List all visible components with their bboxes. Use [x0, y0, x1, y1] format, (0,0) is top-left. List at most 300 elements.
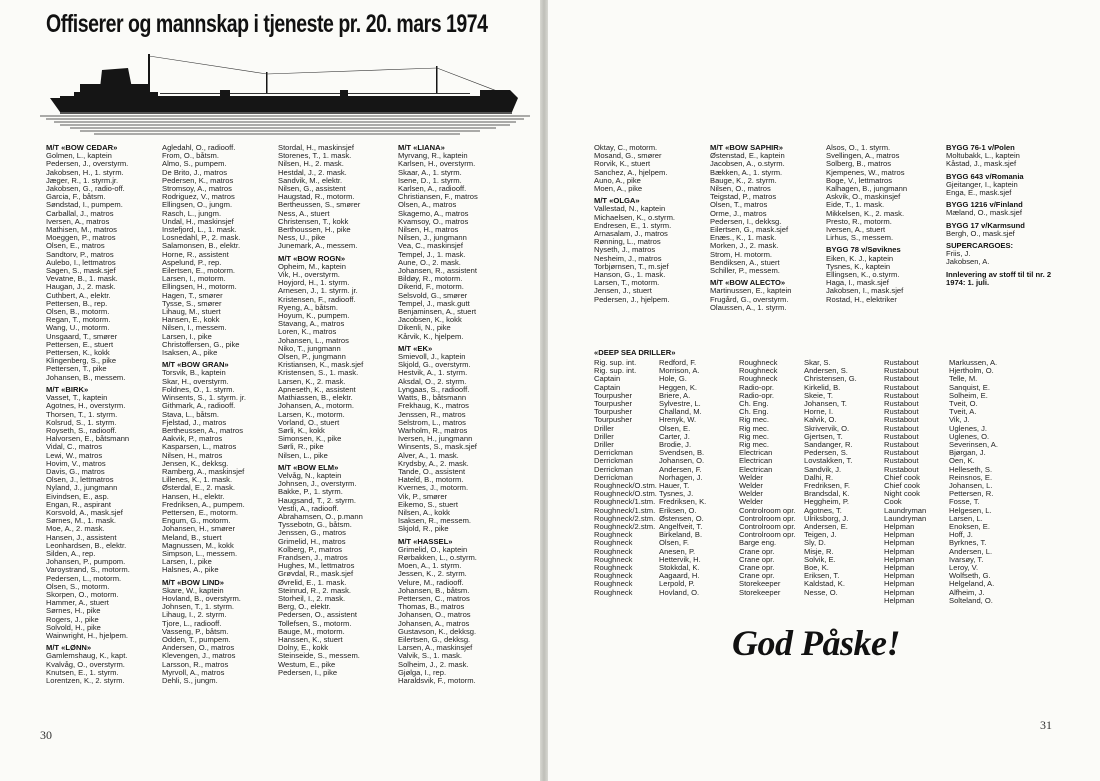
name-cell: Hovland, O.	[659, 587, 700, 597]
crew-entry: Sandtorv, P., matros	[46, 249, 114, 259]
crew-entry: Jakobsen, H., 1. styrm.	[46, 167, 124, 177]
crew-entry: Johansen, A., motorm.	[278, 401, 354, 411]
role-cell: Welder	[739, 481, 763, 491]
ship-heading: SUPERCARGOES:	[946, 241, 1014, 251]
crew-entry: Davis, G., matros	[46, 466, 105, 476]
crew-entry: Askvik, O., maskinsjef	[826, 192, 901, 202]
crew-entry: Berg, O., elektr.	[278, 602, 331, 612]
ship-heading: BYGG 78 v/Søviknes	[826, 245, 901, 255]
role-cell: Roughneck/O.stm.	[594, 489, 657, 499]
crew-entry: Larsen, I., pike	[162, 557, 212, 567]
ship-heading: M/T «OLGA»	[594, 196, 640, 206]
role-cell: Roughneck	[594, 538, 633, 548]
role-cell: Night cook	[884, 489, 920, 499]
name-cell: Andersen, S.	[804, 366, 848, 376]
role-cell: Cook	[884, 497, 902, 507]
crew-entry: Halvorsen, E., båtsmann	[46, 434, 130, 444]
crew-entry: Strom, H. motorm.	[710, 249, 773, 259]
crew-entry: Olaussen, A., 1. styrm.	[710, 302, 787, 312]
ship-heading: M/T «LIANA»	[398, 143, 445, 152]
crew-entry: Johansen, B., båtsm.	[398, 585, 470, 595]
crew-entry: Hansen, E., kokk	[162, 315, 220, 325]
crew-entry: Bauge, K., 2. styrm.	[710, 175, 777, 185]
role-cell: Roughneck	[594, 546, 633, 556]
name-cell: Helgeland, A.	[949, 579, 995, 589]
crew-entry: Myrvoll, A., matros	[162, 667, 225, 677]
crew-entry: Nilsen, G., assistent	[278, 184, 346, 194]
role-cell: Roughneck	[594, 530, 633, 540]
crew-entry: Smievoll, J., kaptein	[398, 352, 466, 362]
name-cell: Fredriksen, F.	[804, 481, 850, 491]
name-cell: Johansen, T.	[804, 399, 847, 409]
crew-entry: Ryeng, A., båtsm.	[278, 302, 338, 312]
crew-entry: Mikkelsen, K., 2. mask.	[826, 208, 905, 218]
crew-entry: Pettersen, T., pike	[46, 364, 107, 374]
role-cell: Welder	[739, 497, 763, 507]
name-cell: Angelfveit, T.	[659, 522, 703, 532]
crew-entry: Oktay, C., motorm.	[594, 143, 658, 152]
crew-entry: Vasseng, P., båtsm.	[162, 626, 229, 636]
crew-entry: Bergh, O., mask.sjef	[946, 228, 1015, 238]
crew-entry: Thorsen, T., 1. styrm.	[46, 409, 118, 419]
crew-entry: Instefjord, L., 1. mask.	[162, 225, 237, 235]
crew-entry: Johansen, O., matros	[398, 610, 471, 620]
name-cell: Teigen, J.	[804, 530, 837, 540]
crew-entry: Haugstad, R., motorm.	[278, 192, 355, 202]
crew-entry: Velvåg, N., kaptein	[278, 470, 342, 480]
crew-entry: Kvernes, J., motorm.	[398, 483, 469, 493]
name-cell	[804, 597, 884, 605]
role-cell: Captain	[594, 382, 621, 392]
crew-entry: Gamlemshaug, K., kapt.	[46, 651, 128, 661]
crew-entry: Ellingsen, K., o.styrm.	[826, 270, 900, 280]
crew-entry: Foldnes, O., 1. styrm.	[162, 384, 235, 394]
crew-entry: Sørli, K., kokk	[278, 425, 325, 435]
crew-entry: Kåstad, J., mask.sjef	[946, 159, 1017, 169]
name-cell: Redford, F.	[659, 358, 697, 367]
crew-entry: Thomas, B., matros	[398, 602, 465, 612]
crew-entry: Hagen, T., smører	[162, 290, 223, 300]
crew-entry: Olsen, E., matros	[46, 241, 105, 251]
name-cell: Alfheim, J.	[949, 587, 985, 597]
crew-entry: Odden, T., pumpem.	[162, 634, 231, 644]
role-cell: Electrican	[739, 464, 773, 474]
crew-entry: Nilsen, H., matros	[398, 225, 459, 235]
crew-entry: Grimelid, H., matros	[278, 536, 346, 546]
crew-entry: Jensen, J., stuert	[594, 286, 652, 296]
crew-entry: Olsen, S., motorm.	[46, 581, 110, 591]
driller-crew-table	[594, 359, 1029, 605]
crew-entry: Eikemo, S., stuert	[398, 499, 458, 509]
crew-entry: Haugsand, T., 2. styrm.	[278, 495, 356, 505]
role-cell: Roughneck	[739, 366, 778, 376]
crew-entry: Velure, M., radiooff.	[398, 577, 464, 587]
crew-entry: Eide, T., 1. mask.	[826, 200, 885, 210]
crew-entry: Moe, A., 2. mask.	[46, 524, 105, 534]
crew-entry: Pettersen, K., kokk	[46, 348, 110, 358]
ship-heading: M/T «BOW SAPHIR»	[710, 143, 783, 152]
name-cell: Hoff, J.	[949, 530, 973, 540]
crew-entry: Jakobsen, I., mask.sjef	[826, 286, 904, 296]
crew-entry: Rostad, H., elektriker	[826, 294, 897, 304]
name-cell: Ivarsøy, T.	[949, 554, 984, 564]
name-cell: Norhagen, J.	[659, 472, 703, 482]
crew-entry: Berthoussen, H., pike	[278, 225, 351, 235]
crew-entry: Vasset, T., kaptein	[46, 393, 108, 403]
crew-entry: Engum, G., motorm.	[162, 516, 231, 526]
name-cell: Misje, R.	[804, 546, 834, 556]
crew-entry: Jæger, R., 1. styrm.jr.	[46, 175, 119, 185]
crew-entry: Tempel, J., mask.gutt	[398, 298, 470, 308]
crew-entry: Jacobsen, K., kokk	[398, 315, 462, 325]
role-cell: Driller	[594, 431, 614, 441]
role-cell: Helpman	[884, 563, 915, 573]
name-cell: Sandvik, J.	[804, 464, 842, 474]
crew-entry: Eilertsen, G., dekksg.	[398, 634, 471, 644]
crew-entry: Solberg, B., matros	[826, 159, 891, 169]
crew-entry: Aune, O., 2. mask.	[398, 257, 461, 267]
crew-entry: Enæs., K., 1. mask.	[710, 233, 777, 243]
role-cell: Helpman	[884, 571, 915, 581]
crew-entry: Hovland, B., overstyrm.	[162, 593, 241, 603]
crew-entry: Pedersen, J., hjelpem.	[594, 294, 670, 304]
crew-entry: Hanson, G., 1. mask.	[594, 270, 666, 280]
name-cell: Brodie, J.	[659, 440, 692, 450]
crew-entry: Karlsen, H., overstyrm.	[398, 159, 476, 169]
crew-entry: Kvamsoy, O., matros	[398, 216, 469, 226]
crew-entry: Halsnes, A., pike	[162, 565, 219, 575]
crew-entry: Lillenes, K., 1. mask.	[162, 475, 233, 485]
crew-entry: Skjold, G., overstyrm.	[398, 360, 471, 370]
crew-entry: Jenssen, G., matros	[278, 528, 346, 538]
crew-entry: Varoystrand, S., motorm.	[46, 565, 130, 575]
crew-entry: Ellingsen, H., motorm.	[162, 282, 237, 292]
crew-entry: Østerdal, E., 2. mask.	[162, 483, 236, 493]
role-cell: Rustabout	[884, 448, 919, 458]
role-cell: Ch. Eng.	[739, 407, 769, 417]
deep-sea-driller-section	[594, 348, 1029, 605]
name-cell: Hettervik, H.	[659, 554, 701, 564]
crew-entry: Kolberg, P., matros	[278, 544, 343, 554]
role-cell: Rustabout	[884, 390, 919, 400]
crew-column-3	[278, 144, 363, 677]
crew-entry: Agledahl, O., radiooff.	[162, 143, 236, 152]
crew-entry: Kjempenes, W., matros	[826, 167, 905, 177]
crew-entry: Stava, L., båtsm.	[162, 409, 219, 419]
role-cell: Captain	[594, 374, 621, 384]
name-cell: Pedersen, S.	[804, 448, 848, 458]
role-cell: Rig mec.	[739, 423, 769, 433]
role-cell: Rustabout	[884, 415, 919, 425]
crew-entry: Ramberg, A., maskinsjef	[162, 466, 245, 476]
name-cell: Svendsen, B.	[659, 448, 705, 458]
crew-entry: Moen, A., pike	[594, 184, 643, 194]
name-cell: Brandsdal, K.	[804, 489, 850, 499]
crew-entry: Grimelid, O., kaptein	[398, 544, 468, 554]
name-cell: Enoksen, E.	[949, 522, 990, 532]
crew-entry: Jakobsen, A.	[946, 257, 990, 267]
name-cell: Østensen, O.	[659, 513, 704, 523]
crew-entry: Niko, T., jungmann	[278, 343, 341, 353]
role-cell: Rig mec.	[739, 440, 769, 450]
crew-entry: Watts, B., båtsmann	[398, 393, 467, 403]
crew-entry: Eilertsen, E., motorm.	[162, 266, 236, 276]
name-cell: Briere, A.	[659, 390, 691, 400]
role-cell: Roughneck	[594, 571, 633, 581]
name-cell: Morrison, A.	[659, 366, 700, 376]
ship-heading: BYGG 76-1 v/Polen	[946, 143, 1015, 152]
crew-entry: Larsen, A., maskinsjef	[398, 643, 473, 653]
role-cell: Rig mec.	[739, 415, 769, 425]
ship-heading: BYGG 17 v/Karmsund	[946, 220, 1025, 230]
crew-entry: Salamonsen, B., elektr.	[162, 241, 241, 251]
crew-entry: Myrvang, R., kaptein	[398, 151, 468, 161]
crew-entry: Iversen, A., stuert	[826, 225, 886, 235]
crew-entry: Johansen, R., assistent	[398, 266, 477, 276]
name-cell: Hauer, T.	[659, 481, 690, 491]
role-cell: Roughneck/2.stm.	[594, 513, 656, 523]
role-cell: Rig. sup. int.	[594, 366, 637, 376]
role-cell: Electrican	[739, 456, 773, 466]
name-cell: Challand, M.	[659, 407, 702, 417]
crew-entry: Nilsen, J., jungmann	[398, 233, 467, 243]
role-cell: Helpman	[884, 579, 915, 589]
role-cell: Rustabout	[884, 382, 919, 392]
role-cell: Welder	[739, 472, 763, 482]
crew-entry: Mosand, G., smører	[594, 151, 662, 161]
crew-entry: Aksdal, O., 2. styrm.	[398, 376, 467, 386]
crew-entry: Mathiassen, B., elektr.	[278, 393, 353, 403]
crew-entry: Lorentzen, K., 2. styrm.	[46, 676, 125, 685]
name-cell: Leroy, V.	[949, 563, 979, 573]
crew-entry: Frekhaug, K., matros	[398, 401, 469, 411]
crew-entry: Almo, S., pumpem.	[162, 159, 227, 169]
crew-entry: Wang, U., motorm.	[46, 323, 110, 333]
ship-heading: M/T «LØNN»	[46, 643, 92, 653]
role-cell: Roughneck/O.stm.	[594, 481, 657, 491]
crew-entry: Nilsen, A., kokk	[398, 507, 450, 517]
role-cell: Tourpusher	[594, 390, 632, 400]
role-cell: Rig. sup. int.	[594, 358, 637, 367]
crew-entry: Selsvold, G., smører	[398, 290, 468, 300]
crew-entry: Pettersen, E., motorm.	[162, 507, 238, 517]
role-cell: Tourpusher	[594, 407, 632, 417]
crew-entry: Warholm, R., matros	[398, 425, 468, 435]
ship-heading: M/T «BOW GRAN»	[162, 360, 229, 370]
crew-entry: Olsen, P., jungmann	[278, 352, 346, 362]
crew-entry: Lyngaas, S., radiooff.	[398, 384, 470, 394]
name-cell: Hrenyk, W.	[659, 415, 697, 425]
crew-entry: Skar, H., overstyrm.	[162, 376, 229, 386]
crew-entry: Bakke, P., 1. styrm.	[278, 487, 343, 497]
crew-entry: Dikenli, N., pike	[398, 323, 451, 333]
crew-entry: Nilsen, H., matros	[162, 450, 223, 460]
name-cell: Eriksen, T.	[804, 571, 840, 581]
name-cell: Anesen, P.	[659, 546, 696, 556]
role-cell: Crane opr.	[739, 554, 775, 564]
role-cell: Roughneck/1.stm.	[594, 497, 656, 507]
role-cell: Rustabout	[884, 431, 919, 441]
ship-heading: M/T «BOW CEDAR»	[46, 143, 118, 152]
crew-entry: Undal, H., maskinsjef	[162, 216, 234, 226]
crew-entry: From, O., båtsm.	[162, 151, 219, 161]
role-cell: Crane opr.	[739, 563, 775, 573]
crew-entry: Gjeitanger, I., kaptein	[946, 179, 1018, 189]
name-cell: Helgesen, L.	[949, 505, 992, 515]
crew-entry: Dolny, E., kokk	[278, 643, 329, 653]
crew-entry: Eilertsen, G., mask.sjef	[710, 225, 789, 235]
crew-entry: Klevengen, J., matros	[162, 651, 236, 661]
crew-entry: Tysnes, K., kaptein	[826, 261, 891, 271]
crew-entry: Jenssen, R., matros	[398, 409, 466, 419]
name-cell: Tveit, O.	[949, 399, 978, 409]
crew-entry: Hammer, A., stuert	[46, 598, 109, 608]
crew-entry: Westum, E., pike	[278, 659, 336, 669]
crew-entry: Kårvik, K., hjelpem.	[398, 331, 464, 341]
crew-entry: Isaksen, R., messem.	[398, 516, 472, 526]
crew-entry: Dikerid, F., motorm.	[398, 282, 464, 292]
name-cell: Johansen, O.	[659, 456, 705, 466]
crew-entry: Knutsen, E., 1. styrm.	[46, 667, 119, 677]
role-cell: Controlroom opr.	[739, 522, 796, 532]
name-cell: Kalvik, O.	[804, 415, 837, 425]
crew-entry: Arnesen, J., 1. styrm. jr.	[278, 286, 358, 296]
role-cell: Radio-opr.	[739, 390, 775, 400]
role-cell: Storekeeper	[739, 579, 781, 589]
crew-entry: Iversen, H., jungmann	[398, 434, 473, 444]
crew-entry: Hoyum, K., pumpem.	[278, 311, 350, 321]
role-cell: Tourpusher	[594, 415, 632, 425]
crew-entry: Sørnes, H., pike	[46, 606, 101, 616]
crew-entry: De Brito, J., matros	[162, 167, 227, 177]
crew-entry: Alver, A., 1. mask.	[398, 450, 459, 460]
name-cell: Sylvestre, L.	[659, 399, 701, 409]
ship-heading: M/T «EK»	[398, 343, 433, 353]
crew-entry: Frugård, G., overstyrm.	[710, 294, 789, 304]
crew-entry: Aakvik, P., matros	[162, 434, 223, 444]
ship-heading: M/T «HASSEL»	[398, 536, 453, 546]
role-cell: Helpman	[884, 587, 915, 597]
name-cell: Gjertsen, T.	[804, 431, 843, 441]
name-cell: Hole, G.	[659, 374, 687, 384]
role-cell: Ch. Eng.	[739, 399, 769, 409]
role-cell: Controlroom opr.	[739, 513, 796, 523]
role-cell: Roughneck	[739, 374, 778, 384]
crew-entry: Kalhagen, B., jungmann	[826, 184, 908, 194]
ship-heading: BYGG 643 v/Romania	[946, 171, 1024, 181]
name-cell: Kirkelid, B.	[804, 382, 841, 392]
crew-entry: Regan, T., motorm.	[46, 315, 111, 325]
crew-entry: Winsents, S., 1. styrm. jr.	[162, 393, 246, 403]
role-cell: Rig mec.	[739, 431, 769, 441]
page-number: 31	[1040, 718, 1052, 732]
crew-entry: Vea, C., maskinsjef	[398, 241, 463, 251]
crew-entry: Vik, H., overstyrm.	[278, 270, 340, 280]
crew-entry: Vestli, A., radiooff.	[278, 503, 339, 513]
crew-entry: Pedersen, I., pike	[278, 667, 338, 677]
crew-entry: Orme, J., matros	[710, 208, 767, 218]
crew-entry: Pettersen, B., rep.	[46, 298, 108, 308]
crew-entry: Johnsen, T., 1. styrm.	[162, 602, 235, 612]
crew-entry: Auno, A., pike	[594, 175, 641, 185]
crew-entry: Stordal, H., maskinsjef	[278, 143, 354, 152]
name-cell: Oen, K.	[949, 456, 975, 466]
crew-entry: Moen, A., 1. styrm.	[398, 561, 462, 571]
crew-entry: Bertheussen, S., smører	[278, 200, 361, 210]
name-cell: Sanquist, E.	[949, 382, 990, 392]
crew-entry: Johansen, L., matros	[278, 335, 349, 345]
crew-entry: Haraldsvik, F., motorm.	[398, 676, 476, 685]
name-cell: Aagaard, H.	[659, 571, 700, 581]
right-page	[548, 0, 1100, 781]
role-cell: Crane opr.	[739, 546, 775, 556]
crew-entry: Rønning, L., matros	[594, 237, 661, 247]
role-cell: Helpman	[884, 546, 915, 556]
crew-entry: Magnussen, M., kokk	[162, 540, 234, 550]
crew-entry: Solvold, H., pike	[46, 622, 101, 632]
role-cell: Crane opr.	[739, 571, 775, 581]
crew-entry: Nilsen, H., 2. mask.	[278, 159, 344, 169]
crew-entry: Skorpen, O., motorm.	[46, 589, 119, 599]
crew-entry: Carballal, J., matros	[46, 208, 114, 218]
name-cell: Christensen, G.	[804, 374, 857, 384]
name-cell: Heggheim, P.	[804, 497, 850, 507]
crew-entry: Jacobsen, A., o.styrm.	[710, 159, 785, 169]
crew-entry: Wainwright, H., hjelpem.	[46, 630, 129, 640]
crew-entry: Skagemo, A., matros	[398, 208, 469, 218]
crew-entry: Nesheim, J., matros	[594, 253, 662, 263]
crew-entry: Steinseide, S., messem.	[278, 651, 360, 661]
ship-heading: M/T «BOW ELM»	[278, 462, 339, 472]
crew-entry: Rørbakken, L., o.styrm.	[398, 552, 477, 562]
name-cell: Solvik, E.	[804, 554, 836, 564]
crew-entry: Presto, R., motorm.	[826, 216, 892, 226]
crew-entry: Vorland, O., stuert	[278, 417, 340, 427]
role-cell: Storekeeper	[739, 587, 781, 597]
crew-entry: Lihaug, M., stuert	[162, 307, 221, 317]
role-cell: Tourpusher	[594, 399, 632, 409]
crew-entry: Skaar, A., 1. styrm.	[398, 167, 462, 177]
role-cell: Derrickman	[594, 448, 633, 458]
crew-entry: Opheim, M., kaptein	[278, 261, 346, 271]
crew-entry: Hanssen, K., stuert	[278, 634, 343, 644]
name-cell: Boe, K.	[804, 563, 829, 573]
crew-column-5	[594, 144, 675, 304]
crew-entry: Grøvdal, R., mask.sjef	[278, 569, 354, 579]
role-cell: Rustabout	[884, 407, 919, 417]
crew-entry: Isaksen, A., pike	[162, 348, 218, 358]
crew-column-4	[398, 144, 478, 685]
name-cell: Vik, J.	[949, 415, 970, 425]
crew-entry: Østenstad, E., kaptein	[710, 151, 785, 161]
crew-entry: Sanchez, A., hjelpem.	[594, 167, 668, 177]
crew-entry: Aspelund, P., rep.	[162, 257, 222, 267]
submission-note: Innlevering av stoff til til nr. 2 1974: 1. juli.	[946, 269, 1052, 287]
name-cell: Skar, S.	[804, 358, 831, 367]
crew-entry: Skjold, R., pike	[398, 524, 449, 534]
crew-entry: Aulebo, I., lettmatros	[46, 257, 116, 267]
crew-entry: Larsen, T., motorm.	[594, 278, 660, 288]
crew-entry: Kristensen, S., 1. mask.	[278, 368, 359, 378]
driller-row	[594, 597, 1029, 605]
crew-entry: Iversen, A., matros	[46, 216, 110, 226]
crew-entry: Hoyjord, H., 1. styrm.	[278, 278, 350, 288]
crew-entry: Pedersen, L., motorm.	[46, 573, 122, 583]
crew-entry: Kasparsen, L., matros	[162, 442, 237, 452]
crew-entry: Sandvik, M., elektr.	[278, 175, 343, 185]
crew-entry: Johnsen, J., overstyrm.	[278, 479, 357, 489]
role-cell: Rustabout	[884, 464, 919, 474]
